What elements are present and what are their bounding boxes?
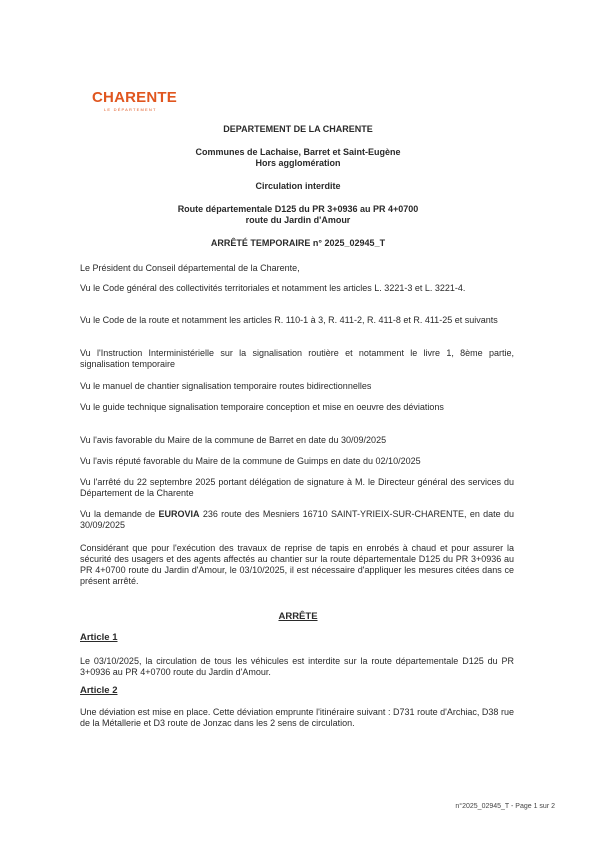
charente-logo xyxy=(92,90,182,112)
communes-line: Communes de Lachaise, Barret et Saint-Eugène xyxy=(195,147,401,157)
president-paragraph: Le Président du Conseil départemental de la Charente, xyxy=(80,263,300,273)
vu-paragraph-7: Vu l'avis réputé favorable du Maire de la commune de Guimps en date du 02/10/2025 xyxy=(80,456,421,466)
article-2-title: Article 2 xyxy=(80,685,118,696)
vu-paragraph-5: Vu le guide technique signalisation temporaire conception et mise en oeuvre des déviations xyxy=(80,402,444,412)
vu9-suffix: 236 route des Mesniers 16710 SAINT-YRIEIX-SUR-CHARENTE, en date du 30/09/2025 xyxy=(80,509,514,530)
vu-paragraph-3: Vu l'Instruction Interministérielle sur la signalisation routière et notamment le livre 1, 8ème partie, signalisation temporaire xyxy=(80,348,514,369)
article-1-title: Article 1 xyxy=(80,632,118,643)
vu-paragraph-1: Vu le Code général des collectivités territoriales et notamment les articles L. 3221-3 et L. 3221-4. xyxy=(80,283,466,293)
article-2-text: Une déviation est mise en place. Cette déviation emprunte l'itinéraire suivant : D731 route d'Archiac, D38 rue de la Métallerie et D3 route de Jonzac dans les 2 sens de circulation. xyxy=(80,707,514,728)
vu-paragraph-4: Vu le manuel de chantier signalisation temporaire routes bidirectionnelles xyxy=(80,381,372,391)
department-title: DEPARTEMENT DE LA CHARENTE xyxy=(223,124,373,134)
subject-line: Circulation interdite xyxy=(255,181,341,191)
arrete-number: ARRÊTÉ TEMPORAIRE n° 2025_02945_T xyxy=(210,238,386,248)
road-line-2: route du Jardin d'Amour xyxy=(245,215,351,225)
arrete-heading: ARRÊTE xyxy=(278,611,318,622)
article-1-text: Le 03/10/2025, la circulation de tous les véhicules est interdite sur la route départementale D125 du PR 3+0936 au PR 4+0700 route du Jardin d'Amour. xyxy=(80,656,514,677)
vu-paragraph-8: Vu l'arrêté du 22 septembre 2025 portant délégation de signature à M. le Directeur général des services du Département de la Charente xyxy=(80,477,514,498)
vu-paragraph-9 xyxy=(80,509,514,531)
agglomeration-line: Hors agglomération xyxy=(255,158,341,168)
vu-paragraph-2: Vu le Code de la route et notamment les articles R. 110-1 à 3, R. 411-2, R. 411-8 et R. 411-25 et suivants xyxy=(80,315,498,325)
logo-subtitle: LE DÉPARTEMENT xyxy=(104,107,157,112)
road-line-1: Route départementale D125 du PR 3+0936 au PR 4+0700 xyxy=(177,204,419,214)
company-name: EUROVIA xyxy=(158,509,200,519)
logo-name: CHARENTE xyxy=(92,89,177,106)
considerant-paragraph: Considérant que pour l'exécution des travaux de reprise de tapis en enrobés à chaud et pour assurer la sécurité des usagers et des agents affectés au chantier sur la route départementale D125 du PR 3+0936 au PR 4+0700 route du Jardin d'Amour, le 03/10/2025, il est nécessaire d'appliquer les mesures citées dans ce présent arrêté. xyxy=(80,543,514,586)
vu-paragraph-6: Vu l'avis favorable du Maire de la commune de Barret en date du 30/09/2025 xyxy=(80,435,387,445)
vu9-prefix: Vu la demande de xyxy=(80,509,159,519)
page-footer: n°2025_02945_T - Page 1 sur 2 xyxy=(455,803,555,810)
